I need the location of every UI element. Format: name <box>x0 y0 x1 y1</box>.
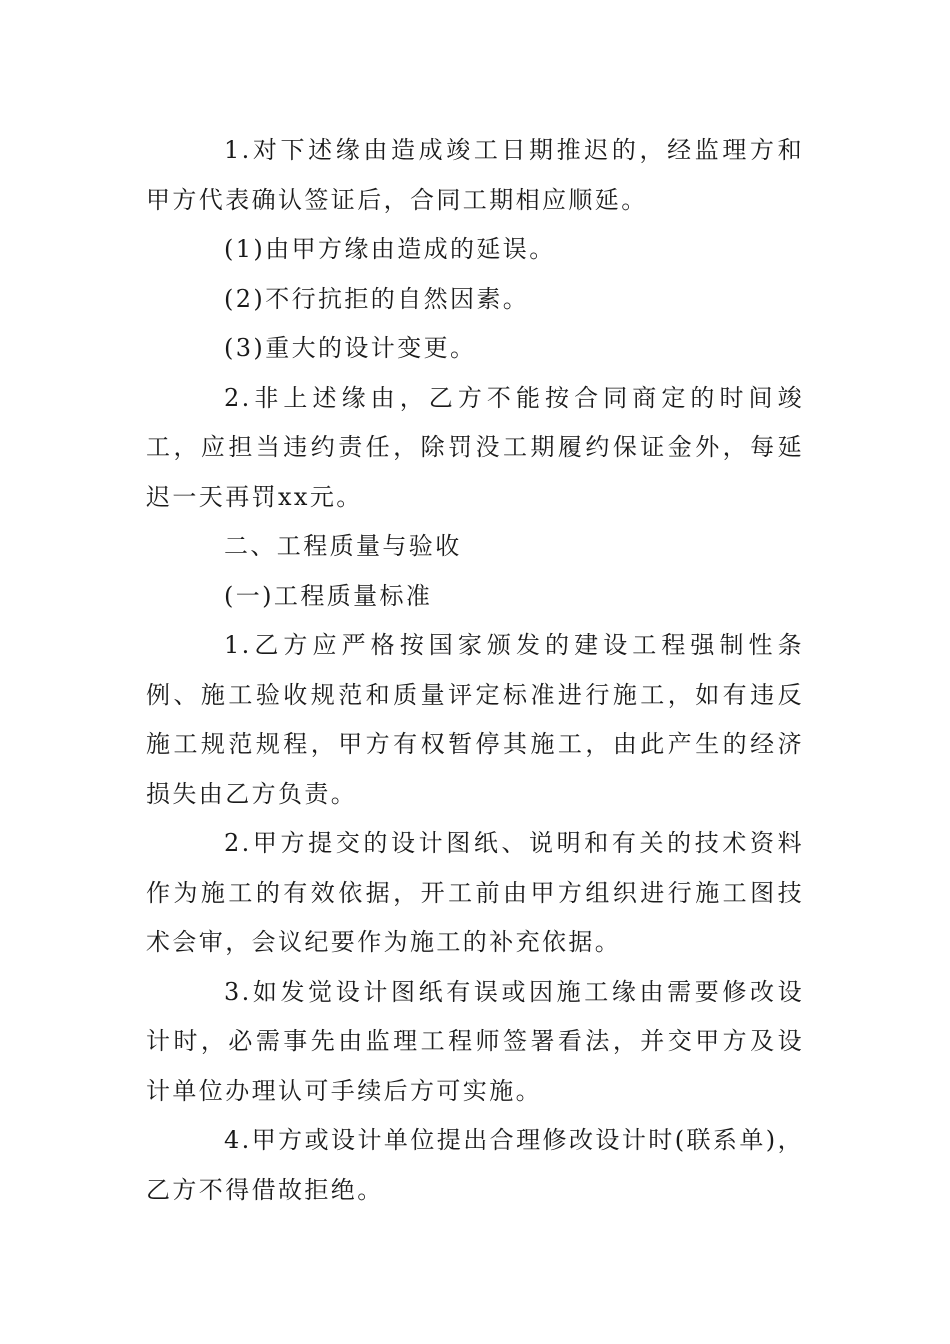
paragraph-quality-clause-1: 1.乙方应严格按国家颁发的建设工程强制性条例、施工验收规范和质量评定标准进行施工，如有违反施工规范规程，甲方有权暂停其施工，由此产生的经济损失由乙方负责。 <box>146 631 804 808</box>
paragraph-delay-item-2: (2)不行抗拒的自然因素。 <box>224 284 530 313</box>
paragraph-delay-item-1: (1)由甲方缘由造成的延误。 <box>224 235 556 263</box>
section-heading-quality: 二、工程质量与验收 <box>224 532 462 560</box>
paragraph-quality-clause-3: 3.如发觉设计图纸有误或因施工缘由需要修改设计时，必需事先由监理工程师签署看法，并交甲方及设计单位办理认可手续后方可实施。 <box>146 977 804 1105</box>
paragraph-penalty-clause: 2.非上述缘由，乙方不能按合同商定的时间竣工，应担当违约责任，除罚没工期履约保证金外，每延迟一天再罚xx元。 <box>146 383 804 511</box>
paragraph-quality-clause-2: 2.甲方提交的设计图纸、说明和有关的技术资料作为施工的有效依据，开工前由甲方组织进行施工图技术会审，会议纪要作为施工的补充依据。 <box>146 829 804 956</box>
paragraph-quality-clause-4: 4.甲方或设计单位提出合理修改设计时(联系单)，乙方不得借故拒绝。 <box>146 1126 804 1204</box>
paragraph-delay-item-3: (3)重大的设计变更。 <box>224 334 477 362</box>
paragraph-delay-clause: 1.对下述缘由造成竣工日期推迟的，经监理方和甲方代表确认签证后，合同工期相应顺延。 <box>146 136 804 214</box>
subsection-heading-standard: (一)工程质量标准 <box>224 581 433 610</box>
